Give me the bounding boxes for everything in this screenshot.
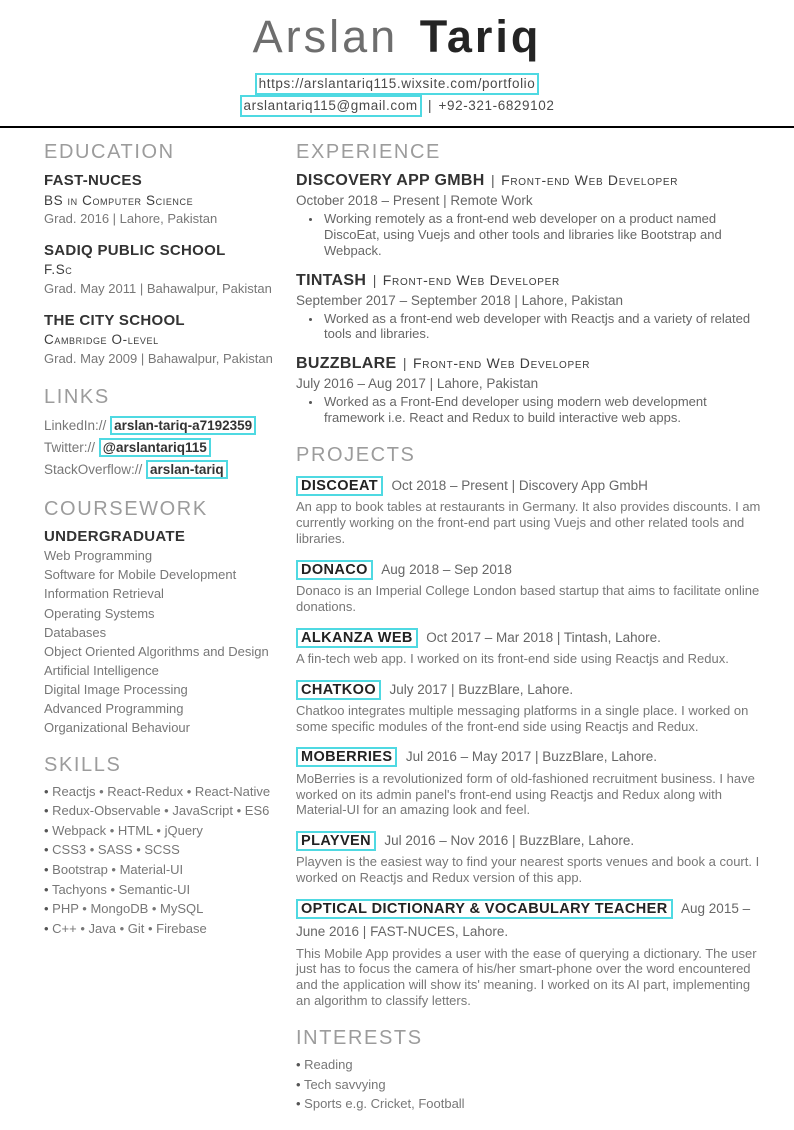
project-heading [296,897,766,943]
coursework-subtitle: UNDERGRADUATE [44,528,186,546]
left-column [44,141,284,1129]
education-entry [44,241,284,298]
skills-list [44,784,284,937]
project-description: A fin-tech web app. I worked on its front-end side using Reactjs and Redux. [296,650,729,666]
job-role: Front-end Web Developer [501,172,679,189]
skill-line: • Redux-Observable • JavaScript • ES6 [44,803,284,819]
right-column [296,141,766,1129]
portfolio-link[interactable]: https://arslantariq115.wixsite.com/portfolio [255,73,540,95]
project-link[interactable]: DONACO [296,560,373,580]
degree: F.Sc [44,262,73,278]
link-row [44,438,284,458]
project-heading [296,626,766,649]
skill-line: • Tachyons • Semantic-UI [44,882,284,898]
section-education [44,141,284,367]
course-item: Artificial Intelligence [44,662,159,678]
link-row [44,460,284,480]
experience-bullet: • Worked as a Front-End developer using modern web development framework i.e. React and Redux to build interactive web apps. [322,394,766,426]
course-item: Advanced Programming [44,701,184,716]
project-description: MoBerries is a revolutionized form of old-fashioned recruitment business. I have worked on its admin panel's front-end using Reactjs and Redux along with Material-UI for an amazing look and feel. [296,770,755,818]
interest-item: • Sports e.g. Cricket, Football [296,1096,766,1112]
skill-line: • PHP • MongoDB • MySQL [44,901,284,917]
experience-bullets [322,394,766,426]
section-links [44,386,284,481]
skill-line: • Bootstrap • Material-UI [44,862,284,878]
last-name: Tariq [419,11,542,62]
course-item: Software for Mobile Development [44,567,237,583]
project-entry [296,626,766,667]
project-meta: Jul 2016 – May 2017 | BuzzBlare, Lahore. [405,749,658,765]
experience-bullets [322,211,766,259]
experience-heading [296,171,766,192]
project-link[interactable]: PLAYVEN [296,831,376,851]
twitter-link[interactable]: @arslantariq115 [99,438,211,457]
project-meta: Aug 2018 – Sep 2018 [381,561,512,577]
education-entry [44,311,284,368]
school-name: FAST-NUCES [44,172,143,190]
interest-item: • Tech savvying [296,1077,766,1093]
project-meta: Oct 2018 – Present | Discovery App GmbH [391,477,648,493]
candidate-name [0,11,794,62]
project-heading [296,745,766,768]
skill-line: • CSS3 • SASS • SCSS [44,842,284,858]
skill-line: • Webpack • HTML • jQuery [44,823,284,839]
separator: | [402,355,407,372]
course-item: Operating Systems [44,605,155,621]
school-name: SADIQ PUBLIC SCHOOL [44,242,226,260]
project-entry [296,678,766,735]
section-interests [296,1027,766,1112]
project-entry [296,558,766,615]
experience-entry [296,271,766,343]
experience-heading [296,354,766,375]
project-meta: Jul 2016 – Nov 2016 | BuzzBlare, Lahore. [384,833,635,849]
degree: Cambridge O-level [44,332,159,348]
resume-header [0,0,794,117]
experience-bullet: • Worked as a front-end web developer with Reactjs and a variety of related tools and libraries. [322,311,766,343]
section-experience [296,141,766,425]
experience-entry [296,171,766,258]
section-projects [296,444,766,1009]
experience-bullets [322,311,766,343]
email-phone-line [0,95,794,117]
project-meta: Oct 2017 – Mar 2018 | Tintash, Lahore. [426,629,661,645]
separator: | [372,271,377,288]
course-item: Digital Image Processing [44,681,188,697]
company-name: BUZZBLARE [296,355,397,373]
skill-line: • Reactjs • React-Redux • React-Native [44,784,284,800]
project-heading [296,558,766,581]
project-entry [296,897,766,1009]
portfolio-line [0,73,794,95]
course-item: Object Oriented Algorithms and Design [44,643,269,659]
education-title: EDUCATION [44,141,175,164]
twitter-label: Twitter:// [44,439,96,455]
experience-title: EXPERIENCE [296,141,441,164]
course-item: Organizational Behaviour [44,720,190,736]
project-entry [296,829,766,886]
experience-heading [296,271,766,292]
project-link[interactable]: CHATKOO [296,680,381,700]
skills-title: SKILLS [44,753,122,776]
project-entry [296,474,766,547]
separator: | [491,172,495,189]
project-heading [296,678,766,701]
stackoverflow-label: StackOverflow:// [44,462,143,477]
course-item: Web Programming [44,548,153,564]
company-name: TINTASH [296,271,367,289]
projects-title: PROJECTS [296,443,416,466]
project-description: This Mobile App provides a user with the ease of querying a dictionary. The user just has to focus the camera of his/her smart-phone over the word encountered and the application will show its' meaning. I worked on its AI part, implementing an algorithm to classify letters. [296,945,757,1009]
company-name: DISCOVERY APP GMBH [296,172,485,190]
project-link[interactable]: DISCOEAT [296,476,383,496]
skill-line: • C++ • Java • Git • Firebase [44,921,284,937]
project-description: Donaco is an Imperial College London based startup that aims to facilitate online donations. [296,582,760,614]
project-entry [296,745,766,818]
experience-meta: September 2017 – September 2018 | Lahore, Pakistan [296,292,623,308]
email-link[interactable]: arslantariq115@gmail.com [240,95,422,117]
section-coursework [44,498,284,735]
project-meta: Aug 2015 – June 2016 | FAST-NUCES, Lahore. [296,901,751,940]
job-role: Front-end Web Developer [382,271,560,288]
interests-list [296,1057,766,1112]
interests-title: INTERESTS [296,1026,423,1049]
project-link[interactable]: ALKANZA WEB [296,628,418,648]
link-row [44,416,284,436]
course-item: Databases [44,624,107,640]
school-name: THE CITY SCHOOL [44,311,185,329]
job-role: Front-end Web Developer [413,355,591,372]
project-link[interactable]: MOBERRIES [296,747,397,767]
education-details: Grad. 2016 | Lahore, Pakistan [44,211,218,227]
coursework-list [44,548,284,735]
experience-meta: October 2018 – Present | Remote Work [296,193,533,209]
experience-entry [296,354,766,426]
phone-number: +92-321-6829102 [438,98,555,114]
project-meta: July 2017 | BuzzBlare, Lahore. [389,681,574,697]
project-heading [296,474,766,497]
first-name: Arslan [252,11,399,62]
links-title: LINKS [44,385,110,408]
linkedin-link[interactable]: arslan-tariq-a7192359 [110,416,256,435]
project-heading [296,829,766,852]
experience-bullet: • Working remotely as a front-end web developer on a product named DiscoEat, using Vuejs and other tools and libraries like Bootstrap and Webpack. [322,211,766,259]
contact-block [0,73,794,117]
project-link[interactable]: OPTICAL DICTIONARY & VOCABULARY TEACHER [296,899,673,919]
coursework-title: COURSEWORK [44,498,208,521]
education-details: Grad. May 2009 | Bahawalpur, Pakistan [44,350,273,366]
stackoverflow-link[interactable]: arslan-tariq [146,460,228,479]
degree: BS in Computer Science [44,192,194,208]
interest-item: • Reading [296,1057,766,1073]
experience-meta: July 2016 – Aug 2017 | Lahore, Pakistan [296,376,539,392]
linkedin-label: LinkedIn:// [44,417,107,433]
project-description: Playven is the easiest way to find your nearest sports venues and book a court. I worked on Reactjs and Redux version of this app. [296,854,760,886]
separator: | [428,98,433,114]
education-details: Grad. May 2011 | Bahawalpur, Pakistan [44,280,272,296]
course-item: Information Retrieval [44,586,164,602]
project-description: Chatkoo integrates multiple messaging platforms in a single place. I worked on some specific modules of the front-end side using Reactjs and Redux. [296,702,749,734]
project-description: An app to book tables at restaurants in Germany. It also provides discounts. I am currently working on the front-end part using Vuejs and other related tools and libraries. [296,499,761,546]
education-entry [44,171,284,228]
section-skills [44,754,284,937]
